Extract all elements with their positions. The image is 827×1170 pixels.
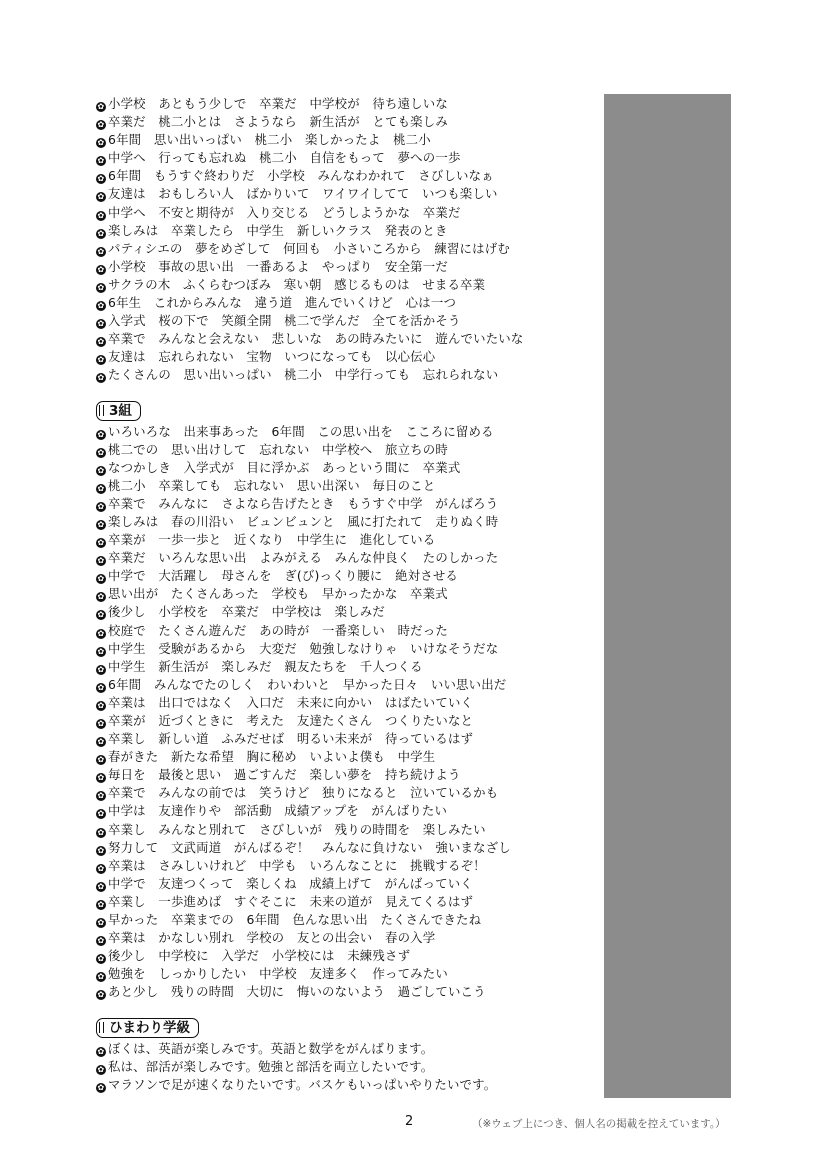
list-item-text: 中学で 友達つくって 楽しくね 成績上げて がんばっていく: [108, 875, 473, 891]
flower-bullet-icon: ✿: [97, 881, 105, 891]
flower-bullet-icon: ✿: [97, 373, 105, 383]
flower-bullet-icon: ✿: [97, 337, 105, 347]
list-item: [96, 622, 596, 640]
himawari-heading-label: ひまわり学級: [109, 1019, 190, 1036]
flower-bullet-icon: ✿: [97, 246, 105, 256]
list-item-text: 卒業で みんなに さよなら告げたとき もうすぐ中学 がんばろう: [108, 495, 499, 511]
flower-bullet-icon: ✿: [97, 138, 105, 148]
page-content: [96, 95, 596, 1094]
list-item: [96, 312, 596, 330]
list-item-text: 思い出が たくさんあった 学校も 早かったかな 卒業式: [108, 586, 448, 602]
flower-bullet-icon: ✿: [97, 899, 105, 909]
list-item-text: 勉強を しっかりしたい 中学校 友達多く 作ってみたい: [108, 966, 448, 982]
flower-bullet-icon: ✿: [97, 628, 105, 638]
flower-bullet-icon: ✿: [97, 863, 105, 873]
list-item: [96, 459, 596, 477]
list-item-text: 卒業は 出口ではなく 入口だ 未来に向かい はばたいていく: [108, 694, 474, 710]
list-item: [96, 567, 596, 585]
list-item: [96, 857, 596, 875]
margin-gray-band: [604, 94, 731, 1098]
flower-bullet-icon: ✿: [97, 538, 105, 548]
flower-bullet-icon: ✿: [97, 556, 105, 566]
list-item: [96, 348, 596, 366]
list-item-text: 卒業が 一歩一歩と 近くなり 中学生に 進化している: [108, 532, 436, 548]
list-item-text: ぼくは、英語が楽しみです。英語と数学をがんばります。: [108, 1040, 434, 1056]
list-item: [96, 549, 596, 567]
list-item-text: 小学校 あともう少しで 卒業だ 中学校が 待ち遠しいな: [108, 96, 448, 111]
flower-bullet-icon: ✿: [97, 156, 105, 166]
list-item-text: いろいろな 出来事あった 6年間 この思い出を こころに留める: [108, 423, 494, 439]
list-item: [96, 585, 596, 603]
flower-bullet-icon: ✿: [97, 102, 105, 111]
list-item-text: 卒業で みんなの前では 笑うけど 独りになると 泣いているかも: [108, 785, 499, 801]
haiku-list-class3: [96, 423, 596, 1002]
list-item-text: 中学生 新生活が 楽しみだ 親友たちを 千人つくる: [108, 658, 423, 674]
list-item-text: 中学へ 不安と期待が 入り交じる どうしようかな 卒業だ: [108, 204, 461, 220]
list-item: [96, 784, 596, 802]
himawari-heading: [96, 1018, 199, 1038]
list-item: [96, 947, 596, 965]
flower-bullet-icon: ✿: [97, 282, 105, 292]
flower-bullet-icon: ✿: [97, 574, 105, 584]
list-item: [96, 748, 596, 766]
flower-bullet-icon: ✿: [97, 700, 105, 710]
flower-bullet-icon: ✿: [97, 519, 105, 529]
list-item-text: 卒業し 一歩進めば すぐそこに 未来の道が 見えてくるはず: [108, 893, 474, 909]
list-item: [96, 603, 596, 621]
list-item: [96, 531, 596, 549]
list-item-text: 中学は 友達作りや 部活動 成績アップを がんばりたい: [108, 803, 448, 819]
list-item-text: 6年生 これからみんな 違う道 進んでいくけど 心は一つ: [108, 295, 457, 311]
list-item: [96, 929, 596, 947]
list-item: [96, 694, 596, 712]
list-item: [96, 821, 596, 839]
list-item-text: マラソンで足が速くなりたいです。バスケもいっぱいやりたいです。: [108, 1076, 497, 1092]
flower-bullet-icon: ✿: [97, 120, 105, 130]
list-item-text: 卒業だ 桃二小とは さようなら 新生活が とても楽しみ: [108, 114, 448, 130]
list-item-text: 卒業し 新しい道 ふみだせば 明るい未来が 待っているはず: [108, 731, 474, 747]
flower-bullet-icon: ✿: [97, 773, 105, 783]
list-item-text: 6年間 もうすぐ終わりだ 小学校 みんなわかれて さびしいなぁ: [108, 168, 494, 184]
list-item-text: 中学生 受験があるから 大変だ 勉強しなけりゃ いけなそうだな: [108, 640, 499, 656]
flower-bullet-icon: ✿: [97, 755, 105, 765]
list-item: [96, 965, 596, 983]
list-item-text: たくさんの 思い出いっぱい 桃二小 中学行っても 忘れられない: [108, 367, 499, 383]
list-item: [96, 330, 596, 348]
flower-bullet-icon: ✿: [97, 465, 105, 475]
flower-bullet-icon: ✿: [97, 301, 105, 311]
list-item: [96, 495, 596, 513]
section-gap: [96, 1002, 596, 1012]
flower-bullet-icon: ✿: [97, 1046, 105, 1056]
list-item: [96, 131, 596, 149]
list-item: [96, 204, 596, 222]
flower-bullet-icon: ✿: [97, 719, 105, 728]
section-gap: [96, 385, 596, 395]
list-item-text: なつかしき 入学式が 目に浮かぶ あっという間に 卒業式: [108, 459, 461, 475]
list-item-text: 後少し 中学校に 入学だ 小学校には 未練残さず: [108, 948, 411, 964]
list-item: [96, 477, 596, 495]
list-item: [96, 294, 596, 312]
list-item-text: 毎日を 最後と思い 過ごすんだ 楽しい夢を 持ち続けよう: [108, 767, 461, 783]
list-item-text: パティシエの 夢をめざして 何回も 小さいころから 練習にはげむ: [108, 240, 510, 256]
list-item: [96, 185, 596, 203]
flower-bullet-icon: ✿: [97, 918, 105, 928]
list-item-text: 友達は おもしろい人 ばかりいて ワイワイしてて いつも楽しい: [108, 186, 498, 202]
list-item-text: 入学式 桜の下で 笑顔全開 桃二で学んだ 全てを活かそう: [108, 313, 461, 329]
list-item-text: 6年間 思い出いっぱい 桃二小 楽しかったよ 桃二小: [108, 132, 431, 148]
privacy-footnote: （※ウェブ上につき、個人名の掲載を控えています。）: [472, 1118, 726, 1130]
message-list-himawari: [96, 1040, 596, 1094]
list-item: [96, 258, 596, 276]
list-item-text: サクラの木 ふくらむつぼみ 寒い朝 感じるものは せまる卒業: [108, 276, 486, 292]
list-item: [96, 366, 596, 384]
flower-bullet-icon: ✿: [97, 429, 105, 439]
list-item-text: 卒業は さみしいけれど 中学も いろんなことに 挑戦するぞ！: [108, 857, 486, 873]
list-item-text: 桃二小 卒業しても 忘れない 思い出深い 毎日のこと: [108, 477, 436, 493]
list-item: [96, 240, 596, 258]
list-item: [96, 658, 596, 676]
flower-bullet-icon: ✿: [97, 1082, 105, 1092]
flower-bullet-icon: ✿: [97, 990, 105, 1000]
list-item-text: 卒業だ いろんな思い出 よみがえる みんな仲良く たのしかった: [108, 550, 499, 566]
flower-bullet-icon: ✿: [97, 954, 105, 964]
list-item-text: 楽しみは 卒業したら 中学生 新しいクラス 発表のとき: [108, 222, 448, 238]
flower-bullet-icon: ✿: [97, 319, 105, 329]
list-item: [96, 802, 596, 820]
flower-bullet-icon: ✿: [97, 192, 105, 202]
flower-bullet-icon: ✿: [97, 809, 105, 819]
list-item: [96, 712, 596, 730]
list-item-text: 卒業で みんなと会えない 悲しいな あの時みたいに 遊んでいたいな: [108, 331, 524, 347]
list-item-text: 6年間 みんなでたのしく わいわいと 早かった日々 いい思い出だ: [108, 676, 507, 692]
list-item: [96, 1040, 596, 1058]
list-item: [96, 839, 596, 857]
list-item: [96, 441, 596, 459]
flower-bullet-icon: ✿: [97, 355, 105, 365]
list-item-text: あと少し 残りの時間 大切に 悔いのないよう 過ごしていこう: [108, 984, 486, 1000]
list-item: [96, 513, 596, 531]
flower-bullet-icon: ✿: [97, 827, 105, 837]
flower-bullet-icon: ✿: [97, 483, 105, 493]
flower-bullet-icon: ✿: [97, 682, 105, 692]
flower-bullet-icon: ✿: [97, 264, 105, 274]
flower-bullet-icon: ✿: [97, 737, 105, 747]
list-item: [96, 276, 596, 294]
list-item-text: 卒業し みんなと別れて さびしいが 残りの時間を 楽しみたい: [108, 821, 486, 837]
flower-bullet-icon: ✿: [97, 936, 105, 946]
list-item: [96, 1076, 596, 1094]
list-item-text: 桃二での 思い出けして 忘れない 中学校へ 旅立ちの時: [108, 441, 448, 457]
list-item: [96, 983, 596, 1001]
list-item-text: 春がきた 新たな希望 胸に秘め いよいよ僕も 中学生: [108, 749, 436, 765]
flower-bullet-icon: ✿: [97, 592, 105, 602]
list-item: [96, 766, 596, 784]
flower-bullet-icon: ✿: [97, 228, 105, 238]
flower-bullet-icon: ✿: [97, 845, 105, 855]
page-number: 2: [405, 1114, 414, 1129]
list-item: [96, 95, 596, 113]
list-item: [96, 911, 596, 929]
list-item: [96, 730, 596, 748]
flower-bullet-icon: ✿: [97, 610, 105, 620]
list-item-text: 早かった 卒業までの 6年間 色んな思い出 たくさんできたね: [108, 912, 482, 928]
list-item: [96, 222, 596, 240]
list-item-text: 友達は 忘れられない 宝物 いつになっても 以心伝心: [108, 349, 436, 365]
flower-bullet-icon: ✿: [97, 447, 105, 457]
list-item: [96, 875, 596, 893]
flower-bullet-icon: ✿: [97, 501, 105, 511]
class3-heading: [96, 401, 141, 421]
list-item-text: 中学へ 行っても忘れぬ 桃二小 自信をもって 夢への一歩: [108, 150, 461, 166]
flower-bullet-icon: ✿: [97, 664, 105, 674]
list-item-text: 校庭で たくさん遊んだ あの時が 一番楽しい 時だった: [108, 622, 448, 638]
flower-bullet-icon: ✿: [97, 791, 105, 801]
list-item-text: 努力して 文武両道 がんばるぞ！ みんなに負けない 強いまなざし: [108, 839, 511, 855]
list-item-text: 小学校 事故の思い出 一番あるよ やっぱり 安全第一だ: [108, 258, 448, 274]
list-item: [96, 167, 596, 185]
list-item-text: 卒業は かなしい別れ 学校の 友との出会い 春の入学: [108, 930, 436, 946]
flower-bullet-icon: ✿: [97, 646, 105, 656]
list-item-text: 後少し 小学校を 卒業だ 中学校は 楽しみだ: [108, 604, 385, 620]
list-item: [96, 640, 596, 658]
list-item: [96, 113, 596, 131]
haiku-list-previous-class: [96, 95, 596, 385]
list-item-text: 卒業が 近づくときに 考えた 友達たくさん つくりたいなと: [108, 713, 474, 728]
flower-bullet-icon: ✿: [97, 174, 105, 184]
list-item-text: 楽しみは 春の川沿い ビュンビュンと 風に打たれて 走りぬく時: [108, 513, 499, 529]
list-item: [96, 149, 596, 167]
list-item: [96, 676, 596, 694]
flower-bullet-icon: ✿: [97, 1064, 105, 1074]
class3-heading-label: 3組: [109, 402, 132, 419]
list-item: [96, 893, 596, 911]
flower-bullet-icon: ✿: [97, 972, 105, 982]
list-item: [96, 423, 596, 441]
list-item-text: 私は、部活が楽しみです。勉強と部活を両立したいです。: [108, 1058, 434, 1074]
flower-bullet-icon: ✿: [97, 210, 105, 220]
list-item: [96, 1058, 596, 1076]
list-item-text: 中学で 大活躍し 母さんを ぎ(び)っくり腰に 絶対させる: [108, 568, 459, 584]
